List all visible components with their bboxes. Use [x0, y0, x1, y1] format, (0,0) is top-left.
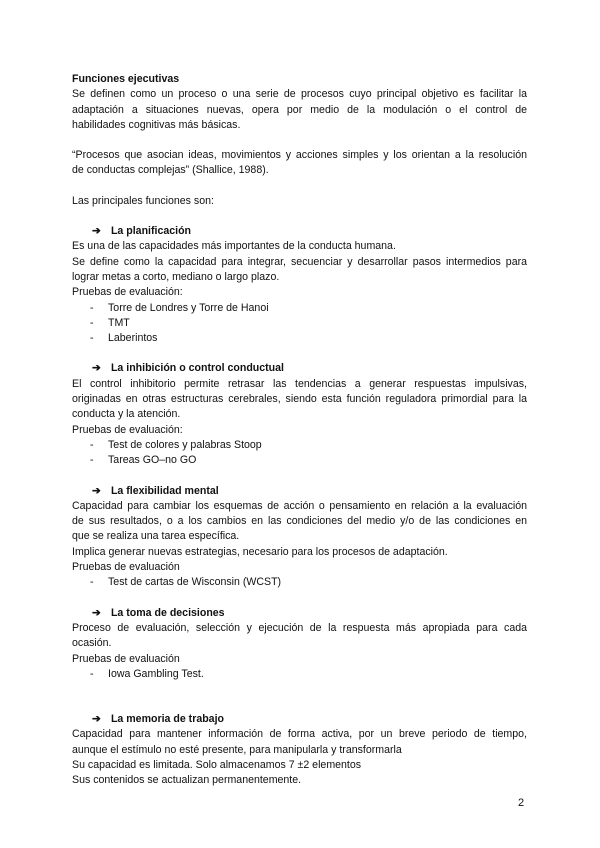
arrow-icon: ➔ — [92, 484, 101, 497]
body-line: Capacidad para cambiar los esquemas de acción o pensamiento en relación a la evaluación — [72, 499, 527, 512]
body-line: Proceso de evaluación, selección y ejecución de la respuesta más apropiada para cada — [72, 621, 527, 634]
body-line: Su capacidad es limitada. Solo almacenamos 7 ±2 elementos — [72, 758, 362, 771]
arrow-icon: ➔ — [92, 713, 101, 726]
body-line: Es una de las capacidades más importantes de la conducta humana. — [72, 240, 396, 253]
intro-line: habilidades cognitivas más básicas. — [72, 118, 241, 131]
tests-label: Pruebas de evaluación — [72, 652, 180, 665]
intro-line: adaptación a situaciones nuevas, opera por medio de la modulación o el control de — [72, 103, 527, 116]
heading-flexibilidad — [72, 484, 527, 499]
tests-list — [72, 667, 527, 682]
tests-list — [72, 438, 527, 469]
arrow-icon: ➔ — [92, 606, 101, 619]
tests-label: Pruebas de evaluación: — [72, 286, 183, 299]
body-line: de sus resultados, o a los cambios en las condiciones del medio y/o de las condiciones en — [72, 515, 527, 528]
heading-text: La memoria de trabajo — [110, 713, 224, 726]
list-item: - Tareas GO–no GO — [90, 454, 197, 467]
tests-label: Pruebas de evaluación: — [72, 423, 183, 436]
body-line: originadas en otras estructuras cerebrales, siendo esta función reguladora primordial para la — [72, 393, 527, 406]
heading-text: La toma de decisiones — [110, 606, 225, 619]
page-number: 2 — [518, 797, 525, 809]
body-line: El control inhibitorio permite retrasar las tendencias a generar respuestas impulsivas, — [72, 377, 527, 390]
intro-line: Se definen como un proceso o una serie de procesos cuyo principal objetivo es facilitar la — [72, 88, 527, 101]
list-item: - Test de colores y palabras Stoop — [90, 438, 262, 451]
body-line: lograr metas a corto, mediano o largo plazo. — [72, 270, 280, 283]
arrow-icon: ➔ — [92, 225, 101, 238]
list-item: - Laberintos — [90, 332, 158, 345]
arrow-icon: ➔ — [92, 362, 101, 375]
heading-toma-decisiones — [72, 606, 527, 621]
tests-label: Pruebas de evaluación — [72, 561, 180, 574]
list-item: - TMT — [90, 316, 130, 329]
tests-list — [72, 575, 527, 590]
heading-memoria-trabajo — [72, 712, 527, 727]
body-line: que se realiza una tarea específica. — [72, 530, 240, 543]
tests-list — [72, 301, 527, 347]
heading-text: La planificación — [110, 225, 192, 238]
body-line: Se define como la capacidad para integrar, secuenciar y desarrollar pasos intermedios para — [72, 255, 527, 268]
body-line: conducta y la atención. — [72, 408, 181, 421]
body-line: Sus contenidos se actualizan permanentemente. — [72, 774, 302, 787]
quote-line: de conductas complejas” (Shallice, 1988). — [72, 164, 269, 177]
quote-line: “Procesos que asocian ideas, movimientos y acciones simples y los orientan a la resolución — [72, 149, 527, 162]
list-item: - Torre de Londres y Torre de Hanoi — [90, 301, 269, 314]
list-item: - Test de cartas de Wisconsin (WCST) — [90, 576, 282, 589]
heading-text: La inhibición o control conductual — [110, 362, 284, 375]
section-title: Funciones ejecutivas — [72, 73, 180, 85]
body-line: Implica generar nuevas estrategias, necesario para los procesos de adaptación. — [72, 545, 448, 558]
lead-text: Las principales funciones son: — [72, 194, 214, 207]
heading-planificacion — [72, 224, 527, 239]
document-page — [72, 72, 527, 789]
heading-inhibicion — [72, 361, 527, 376]
list-item: - Iowa Gambling Test. — [90, 667, 204, 680]
heading-text: La flexibilidad mental — [110, 484, 219, 497]
body-line: aunque el estímulo no esté presente, para manipularla y transformarla — [72, 743, 402, 756]
body-line: Capacidad para mantener información de forma activa, por un breve periodo de tiempo, — [72, 728, 527, 741]
body-line: ocasión. — [72, 637, 112, 650]
